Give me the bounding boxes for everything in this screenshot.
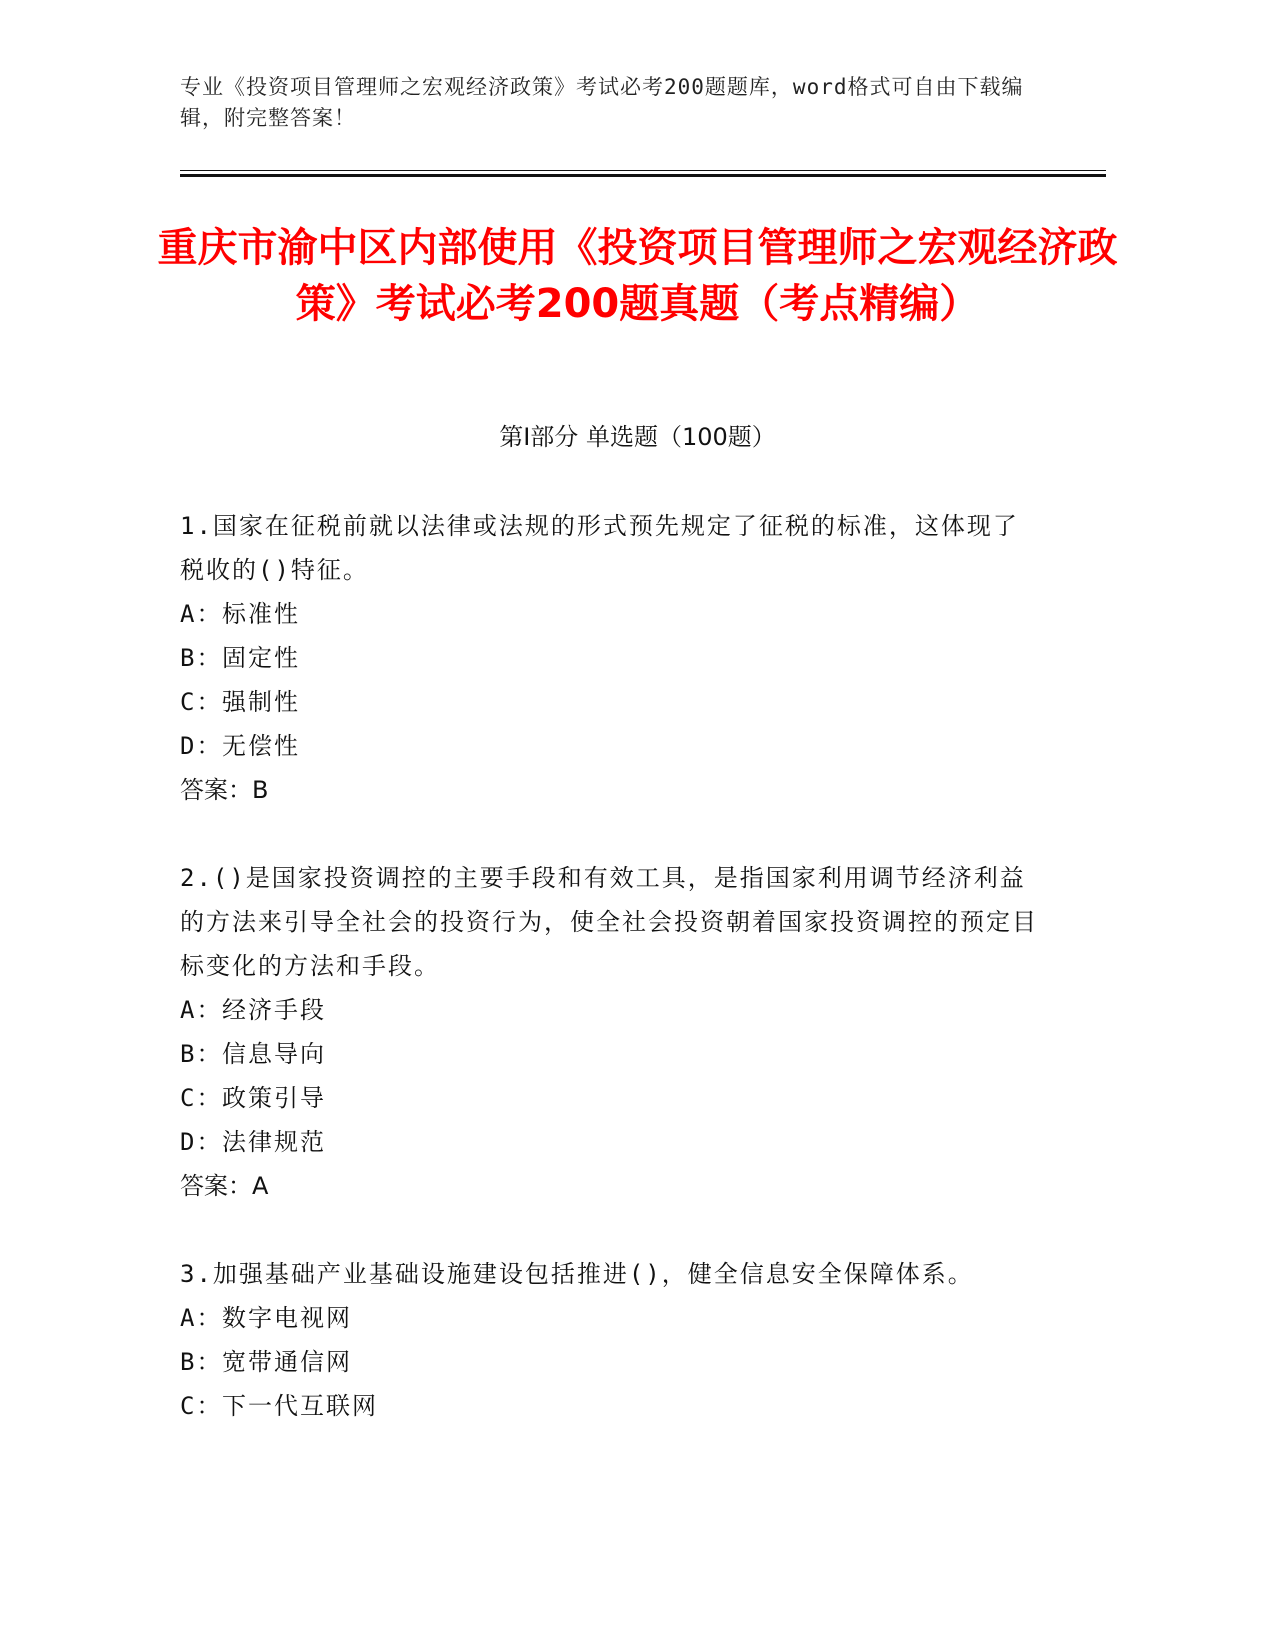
question-list bbox=[180, 504, 1040, 1472]
header-divider-thick bbox=[180, 174, 1106, 177]
option-text: 固定性 bbox=[222, 644, 300, 672]
section-heading: 第I部分 单选题（100题） bbox=[499, 423, 776, 451]
option-b bbox=[180, 1340, 1040, 1384]
question-stem: 2.()是国家投资调控的主要手段和有效工具，是指国家利用调节经济利益的方法来引导全社会的投资行为，使全社会投资朝着国家投资调控的预定目标变化的方法和手段。 bbox=[180, 864, 1038, 980]
option-key: A： bbox=[180, 1304, 223, 1332]
option-d bbox=[180, 1120, 1040, 1164]
option-key: A： bbox=[180, 996, 223, 1024]
question-stem: 1.国家在征税前就以法律或法规的形式预先规定了征税的标准，这体现了税收的()特征。 bbox=[180, 512, 1019, 584]
document-title: 重庆市渝中区内部使用《投资项目管理师之宏观经济政策》考试必考200题真题（考点精编） bbox=[157, 225, 1118, 327]
option-key: B： bbox=[180, 644, 223, 672]
option-d bbox=[180, 724, 1040, 768]
option-key: C： bbox=[180, 1392, 223, 1420]
option-text: 经济手段 bbox=[222, 996, 326, 1024]
question-stem: 3.加强基础产业基础设施建设包括推进()，健全信息安全保障体系。 bbox=[180, 1260, 974, 1288]
option-key: D： bbox=[180, 732, 223, 760]
option-text: 宽带通信网 bbox=[222, 1348, 352, 1376]
option-b bbox=[180, 636, 1040, 680]
option-a bbox=[180, 592, 1040, 636]
option-c bbox=[180, 1076, 1040, 1120]
answer: 答案：A bbox=[180, 1172, 269, 1200]
option-a bbox=[180, 1296, 1040, 1340]
option-a bbox=[180, 988, 1040, 1032]
option-text: 下一代互联网 bbox=[222, 1392, 378, 1420]
question-3 bbox=[180, 1252, 1040, 1428]
option-key: C： bbox=[180, 688, 223, 716]
question-1 bbox=[180, 504, 1040, 812]
option-text: 信息导向 bbox=[222, 1040, 326, 1068]
option-key: D： bbox=[180, 1128, 223, 1156]
option-b bbox=[180, 1032, 1040, 1076]
answer: 答案：B bbox=[180, 776, 269, 804]
header-divider-thin bbox=[180, 170, 1106, 171]
question-2 bbox=[180, 856, 1040, 1208]
option-text: 强制性 bbox=[222, 688, 300, 716]
option-text: 政策引导 bbox=[222, 1084, 326, 1112]
option-c bbox=[180, 680, 1040, 724]
option-text: 法律规范 bbox=[222, 1128, 326, 1156]
option-key: C： bbox=[180, 1084, 223, 1112]
option-key: B： bbox=[180, 1040, 223, 1068]
option-key: A： bbox=[180, 600, 223, 628]
header-note: 专业《投资项目管理师之宏观经济政策》考试必考200题题库，word格式可自由下载编辑，附完整答案！ bbox=[180, 75, 1024, 130]
option-text: 标准性 bbox=[222, 600, 300, 628]
option-text: 无偿性 bbox=[222, 732, 300, 760]
option-text: 数字电视网 bbox=[222, 1304, 352, 1332]
option-c bbox=[180, 1384, 1040, 1428]
option-key: B： bbox=[180, 1348, 223, 1376]
